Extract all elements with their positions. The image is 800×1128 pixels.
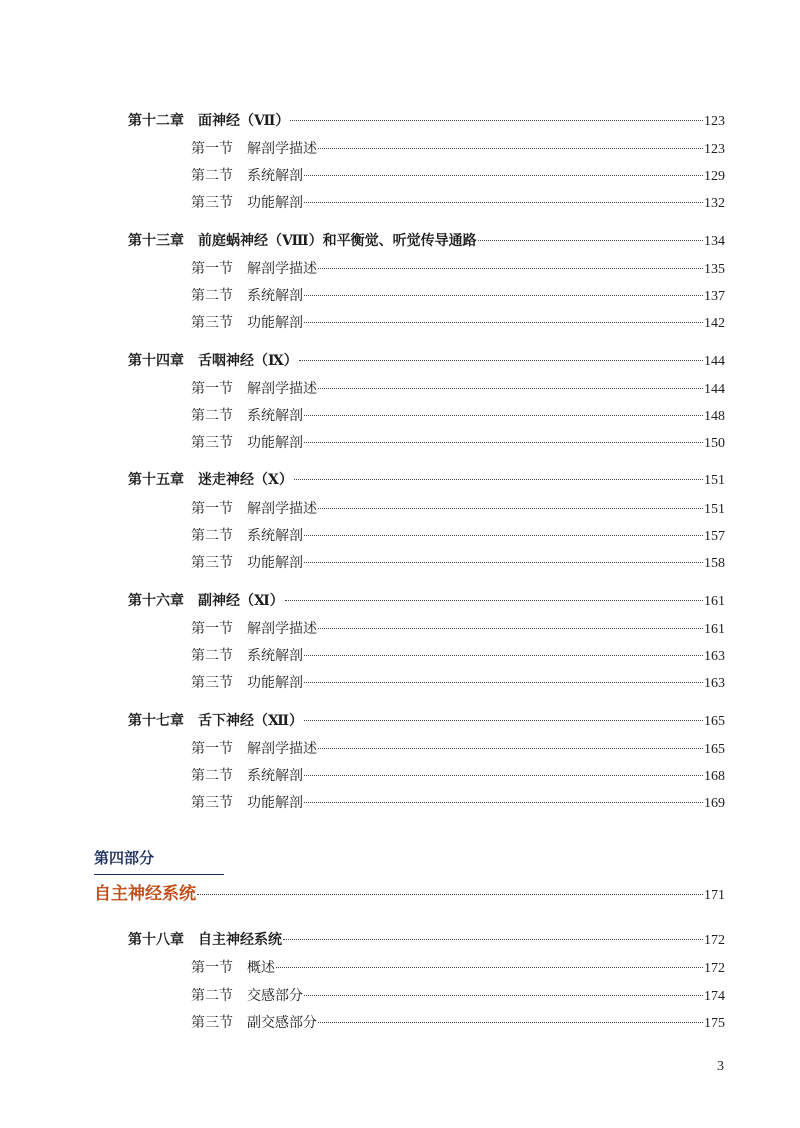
chapter-title: 第十五章 迷走神经（Ⅹ） <box>128 472 293 488</box>
part-label: 第四部分 <box>94 849 155 867</box>
section-title: 第一节 解剖学描述 <box>191 261 317 277</box>
toc-section[interactable] <box>191 433 725 453</box>
toc-section[interactable] <box>191 139 725 159</box>
page-ref: 163 <box>704 676 725 691</box>
page-ref: 132 <box>704 196 725 211</box>
leader-dots <box>304 202 703 203</box>
leader-dots <box>304 775 703 776</box>
section-title: 第二节 系统解剖 <box>191 648 303 664</box>
section-title: 第一节 解剖学描述 <box>191 141 317 157</box>
page-ref: 175 <box>704 1016 725 1031</box>
page-ref: 123 <box>704 114 725 129</box>
section-title: 第一节 解剖学描述 <box>191 621 317 637</box>
page-ref: 135 <box>704 262 725 277</box>
page-ref: 157 <box>704 529 725 544</box>
toc-section[interactable] <box>191 379 725 399</box>
section-title: 第三节 功能解剖 <box>191 675 303 691</box>
section-title: 第二节 系统解剖 <box>191 168 303 184</box>
leader-dots <box>285 600 703 601</box>
leader-dots <box>197 894 703 895</box>
section-title: 第二节 交感部分 <box>191 988 303 1004</box>
leader-dots <box>283 939 703 940</box>
section-title: 第三节 副交感部分 <box>191 1015 317 1031</box>
page-ref: 169 <box>704 796 725 811</box>
toc-section[interactable] <box>191 766 725 786</box>
section-title: 第三节 功能解剖 <box>191 315 303 331</box>
chapter-title: 第十二章 面神经（Ⅶ） <box>128 113 290 129</box>
toc-section[interactable] <box>191 673 725 693</box>
leader-dots <box>304 295 703 296</box>
toc-part-title[interactable] <box>94 881 725 907</box>
chapter-title: 第十六章 副神经（Ⅺ） <box>128 593 284 609</box>
chapter-title: 第十三章 前庭蜗神经（Ⅷ）和平衡觉、听觉传导通路 <box>128 233 477 249</box>
chapter-title: 第十四章 舌咽神经（Ⅸ） <box>128 353 298 369</box>
page-ref: 165 <box>704 742 725 757</box>
leader-dots <box>304 720 703 721</box>
page-ref: 165 <box>704 714 725 729</box>
chapter-title: 第十七章 舌下神经（Ⅻ） <box>128 713 304 729</box>
page-number: 3 <box>717 1059 724 1074</box>
page-ref: 144 <box>704 354 725 369</box>
page-ref: 129 <box>704 169 725 184</box>
toc-section[interactable] <box>191 793 725 813</box>
leader-dots <box>299 360 703 361</box>
part-divider <box>94 874 224 875</box>
leader-dots <box>318 148 703 149</box>
toc-chapter-16[interactable] <box>128 591 725 611</box>
leader-dots <box>318 628 703 629</box>
toc-section[interactable] <box>191 986 725 1006</box>
section-title: 第一节 解剖学描述 <box>191 741 317 757</box>
leader-dots <box>304 682 703 683</box>
page-ref: 148 <box>704 409 725 424</box>
toc-chapter-17[interactable] <box>128 711 725 731</box>
toc-section[interactable] <box>191 259 725 279</box>
page-ref: 161 <box>704 622 725 637</box>
leader-dots <box>318 1022 703 1023</box>
page-ref: 142 <box>704 316 725 331</box>
leader-dots <box>304 415 703 416</box>
page-ref: 172 <box>704 961 725 976</box>
leader-dots <box>304 655 703 656</box>
section-title: 第三节 功能解剖 <box>191 555 303 571</box>
toc-section[interactable] <box>191 286 725 306</box>
leader-dots <box>304 442 703 443</box>
leader-dots <box>318 508 703 509</box>
toc-chapter-14[interactable] <box>128 351 725 371</box>
section-title: 第一节 概述 <box>191 960 275 976</box>
toc-section[interactable] <box>191 646 725 666</box>
toc-section[interactable] <box>191 406 725 426</box>
page-ref: 174 <box>704 989 725 1004</box>
section-title: 第二节 系统解剖 <box>191 768 303 784</box>
toc-section[interactable] <box>191 313 725 333</box>
toc-chapter-18[interactable] <box>128 930 725 950</box>
leader-dots <box>318 388 703 389</box>
leader-dots <box>318 268 703 269</box>
page-ref: 163 <box>704 649 725 664</box>
toc-section[interactable] <box>191 499 725 519</box>
section-title: 第一节 解剖学描述 <box>191 381 317 397</box>
page-ref: 137 <box>704 289 725 304</box>
leader-dots <box>304 802 703 803</box>
page-ref: 144 <box>704 382 725 397</box>
page-ref: 161 <box>704 594 725 609</box>
section-title: 第一节 解剖学描述 <box>191 501 317 517</box>
leader-dots <box>304 535 703 536</box>
leader-dots <box>318 748 703 749</box>
page-ref: 150 <box>704 436 725 451</box>
toc-section[interactable] <box>191 193 725 213</box>
page-ref: 168 <box>704 769 725 784</box>
page-ref: 171 <box>704 888 725 903</box>
page-ref: 151 <box>704 473 725 488</box>
toc-chapter-12[interactable] <box>128 111 725 131</box>
page-ref: 134 <box>704 234 725 249</box>
part-title: 自主神经系统 <box>94 884 196 904</box>
chapter-title: 第十八章 自主神经系统 <box>128 932 282 948</box>
toc-section[interactable] <box>191 958 725 978</box>
leader-dots <box>304 995 703 996</box>
toc-section[interactable] <box>191 739 725 759</box>
page-ref: 151 <box>704 502 725 517</box>
toc-section[interactable] <box>191 553 725 573</box>
toc-chapter-15[interactable] <box>128 470 725 490</box>
leader-dots <box>478 240 703 241</box>
page-ref: 123 <box>704 142 725 157</box>
section-title: 第二节 系统解剖 <box>191 528 303 544</box>
section-title: 第三节 功能解剖 <box>191 435 303 451</box>
leader-dots <box>304 322 703 323</box>
section-title: 第三节 功能解剖 <box>191 795 303 811</box>
leader-dots <box>294 479 703 480</box>
section-title: 第三节 功能解剖 <box>191 195 303 211</box>
toc-chapter-13[interactable] <box>128 231 725 251</box>
section-title: 第二节 系统解剖 <box>191 288 303 304</box>
leader-dots <box>304 175 703 176</box>
toc-section[interactable] <box>191 1013 725 1033</box>
leader-dots <box>290 120 703 121</box>
leader-dots <box>276 967 703 968</box>
toc-section[interactable] <box>191 526 725 546</box>
section-title: 第二节 系统解剖 <box>191 408 303 424</box>
toc-section[interactable] <box>191 166 725 186</box>
page-ref: 158 <box>704 556 725 571</box>
page-ref: 172 <box>704 933 725 948</box>
toc-section[interactable] <box>191 619 725 639</box>
leader-dots <box>304 562 703 563</box>
